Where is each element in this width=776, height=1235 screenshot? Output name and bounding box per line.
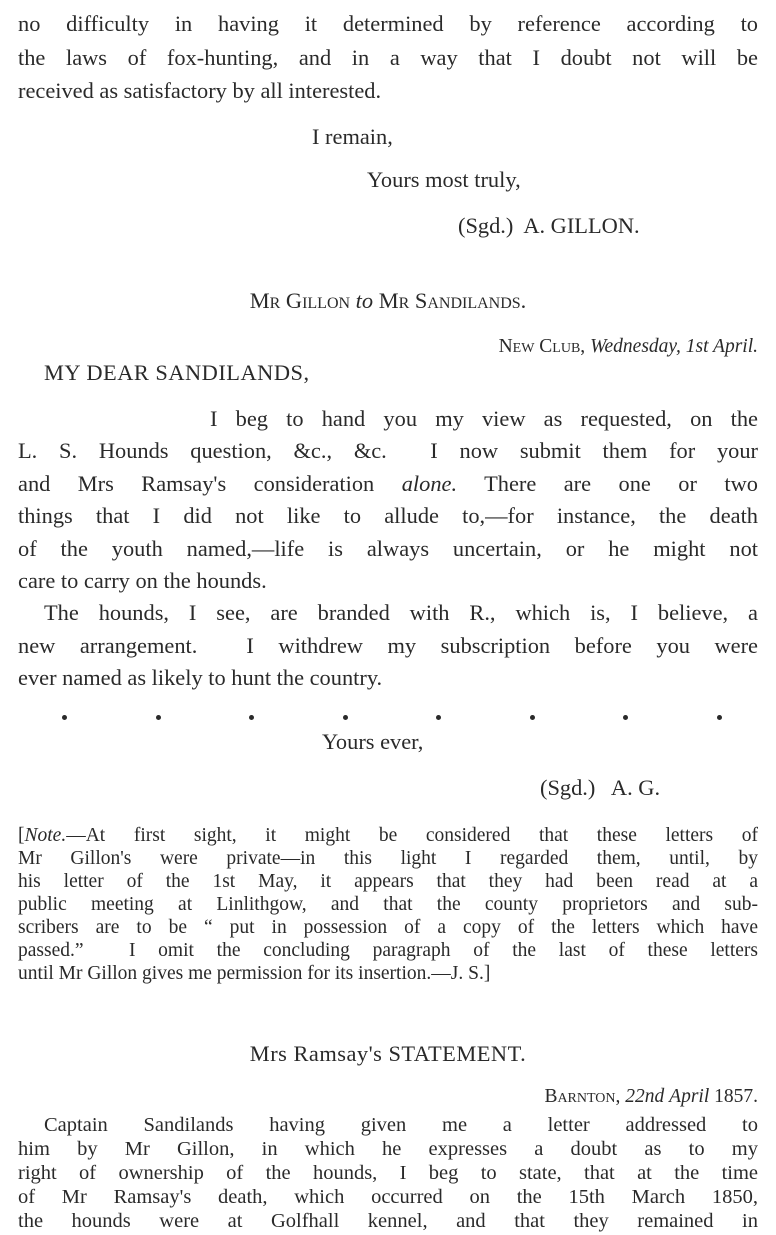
body-line: him by Mr Gillon, in which he expresses a doubt as to my bbox=[18, 1138, 758, 1160]
body-line: Captain Sandilands having given me a letter addressed to bbox=[44, 1114, 758, 1136]
dateline-year: 1857. bbox=[714, 1086, 758, 1107]
emphasis: alone. bbox=[401, 471, 458, 496]
note-line: scribers are to be “ put in possession of a copy of the letters which have bbox=[18, 917, 758, 938]
body-fragment: There are one or two bbox=[484, 471, 758, 496]
dot bbox=[156, 715, 161, 720]
note-label: Note. bbox=[24, 825, 67, 846]
body-fragment: and Mrs Ramsay's consideration bbox=[18, 471, 375, 496]
letter-signature: (Sgd.) A. G. bbox=[540, 775, 661, 800]
body-line: I beg to hand you my view as requested, on the bbox=[210, 406, 758, 431]
dateline-place: Barnton, bbox=[544, 1086, 621, 1107]
letter-dateline bbox=[18, 335, 758, 358]
body-line: right of ownership of the hounds, I beg to state, that at the time bbox=[18, 1162, 758, 1184]
dot bbox=[343, 715, 348, 720]
dot bbox=[249, 715, 254, 720]
dateline-day: 22nd bbox=[625, 1086, 665, 1107]
heading-from: Mr Gillon bbox=[249, 288, 351, 313]
body-line: of the youth named,—life is always uncertain, or he might not bbox=[18, 536, 758, 561]
body-line: received as satisfactory by all interested. bbox=[18, 78, 382, 103]
note-line: until Mr Gillon gives me permission for its insertion.—J. S.] bbox=[18, 963, 491, 984]
statement-title: Mrs Ramsay's STATEMENT. bbox=[249, 1041, 527, 1066]
note-text: —At first sight, it might be considered that these letters of bbox=[66, 825, 758, 846]
body-line bbox=[18, 470, 758, 497]
dot bbox=[717, 715, 722, 720]
dateline-month: April bbox=[669, 1086, 710, 1107]
ellipsis-dots bbox=[62, 715, 722, 720]
salutation: MY DEAR SANDILANDS, bbox=[44, 360, 310, 385]
body-line: things that I did not like to allude to,—for instance, the death bbox=[18, 503, 758, 528]
dateline-date: 1st April. bbox=[685, 336, 758, 357]
dateline-day: Wednesday, bbox=[590, 336, 681, 357]
body-line: of Mr Ramsay's death, which occurred on the 15th March 1850, bbox=[18, 1186, 758, 1208]
body-line: new arrangement. I withdrew my subscription before you were bbox=[18, 633, 758, 658]
note-line: Mr Gillon's were private—in this light I regarded them, until, by bbox=[18, 848, 758, 869]
note-line: his letter of the 1st May, it appears that they had been read at a bbox=[18, 871, 758, 892]
body-line: ever named as likely to hunt the country. bbox=[18, 665, 383, 690]
dot bbox=[623, 715, 628, 720]
letter-closing: I remain, bbox=[312, 124, 393, 149]
dateline-place: New Club, bbox=[498, 336, 586, 357]
statement-dateline bbox=[18, 1085, 758, 1108]
letter-signature: (Sgd.) A. GILLON. bbox=[458, 213, 640, 238]
note-line: passed.” I omit the concluding paragraph of the last of these letters bbox=[18, 940, 758, 961]
dot bbox=[530, 715, 535, 720]
body-line: The hounds, I see, are branded with R., which is, I believe, a bbox=[44, 600, 758, 625]
body-line: no difficulty in having it determined by reference according to bbox=[18, 11, 758, 36]
note-line: [Note.—At first sight, it might be considered that these letters of bbox=[18, 825, 758, 846]
note-line: public meeting at Linlithgow, and that the county proprietors and sub- bbox=[18, 894, 758, 915]
heading-to: to bbox=[355, 288, 374, 313]
letter-heading bbox=[0, 287, 776, 314]
letter-sign-off: Yours most truly, bbox=[367, 167, 521, 192]
body-line: L. S. Hounds question, &c., &c. I now submit them for your bbox=[18, 438, 758, 463]
dot bbox=[62, 715, 67, 720]
heading-recipient: Mr Sandilands. bbox=[378, 288, 527, 313]
body-line: the hounds were at Golfhall kennel, and that they remained in bbox=[18, 1210, 758, 1232]
body-line: care to carry on the hounds. bbox=[18, 568, 267, 593]
body-line: the laws of fox-hunting, and in a way that I doubt not will be bbox=[18, 45, 758, 70]
letter-sign-off: Yours ever, bbox=[322, 729, 424, 754]
dot bbox=[436, 715, 441, 720]
